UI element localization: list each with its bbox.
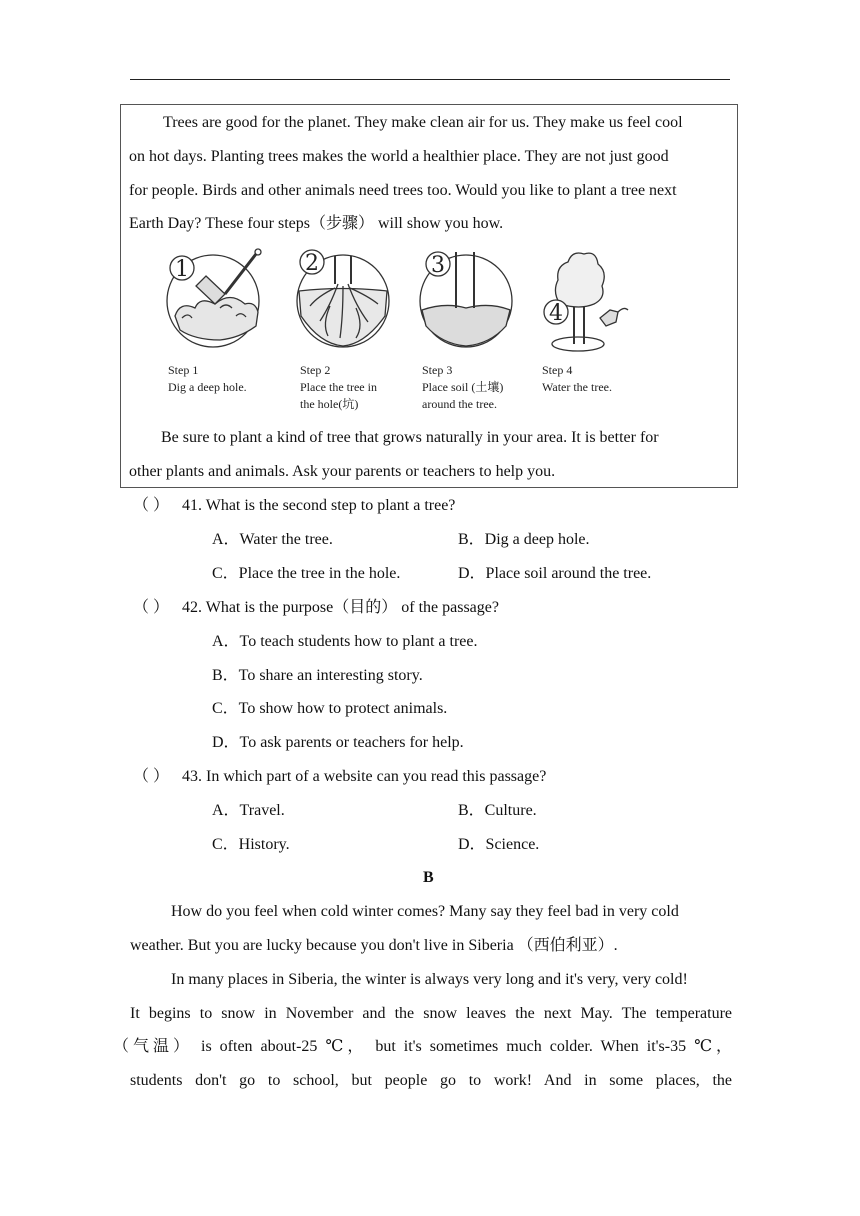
passage-a-line-2: on hot days. Planting trees makes the world a healthier place. They are not just good [129,148,669,165]
section-b-heading: B [423,869,434,886]
q43-option-c[interactable]: C．History. [212,836,290,853]
passage-a-line-3: for people. Birds and other animals need trees too. Would you like to plant a tree next [129,182,677,199]
q42-stem: 42. What is the purpose（目的） of the passage? [182,599,499,616]
section-b-p2-line-2: It begins to snow in November and the snow leaves the next May. The temperature [130,1005,732,1022]
q41-option-b[interactable]: B．Dig a deep hole. [458,531,590,548]
passage-a-p2-line-2: other plants and animals. Ask your parents or teachers to help you. [129,463,556,480]
step-3-caption: Step 3 Place soil (土壤) around the tree. [422,363,504,411]
section-b-p1-line-1: How do you feel when cold winter comes? Many say they feel bad in very cold [171,903,679,920]
passage-a-line-1: Trees are good for the planet. They make clean air for us. They make us feel cool [163,114,683,131]
step-4-number: 4 [549,301,563,326]
q43-answer-bracket[interactable]: （ ） [133,768,170,785]
q43-option-d[interactable]: D．Science. [458,836,540,853]
step-2-caption: Step 2 Place the tree in the hole(坑) [300,363,377,411]
q42-option-d[interactable]: D．To ask parents or teachers for help. [212,734,464,751]
step-3-number: 3 [431,253,445,278]
q41-option-c[interactable]: C．Place the tree in the hole. [212,565,401,582]
step-1-caption: Step 1 Dig a deep hole. [168,363,247,394]
step-4-caption: Step 4 Water the tree. [542,363,612,394]
q43-option-a[interactable]: A．Travel. [212,802,285,819]
q42-option-b[interactable]: B．To share an interesting story. [212,667,423,684]
q43-option-b[interactable]: B．Culture. [458,802,537,819]
q41-option-d[interactable]: D．Place soil around the tree. [458,565,652,582]
passage-a-p2-line-1: Be sure to plant a kind of tree that grows naturally in your area. It is better for [161,429,659,446]
step-2-number: 2 [305,251,319,276]
section-b-p1-line-2: weather. But you are lucky because you don't live in Siberia （西伯利亚）. [130,937,618,954]
step-1-number: 1 [175,257,189,282]
q42-option-c[interactable]: C．To show how to protect animals. [212,700,448,717]
header-rule [130,79,730,80]
q41-stem: 41. What is the second step to plant a tree? [182,497,456,514]
section-b-p2-line-1: In many places in Siberia, the winter is always very long and it's very, very cold! [171,971,688,988]
q42-option-a[interactable]: A．To teach students how to plant a tree. [212,633,478,650]
q41-answer-bracket[interactable]: （ ） [133,497,170,514]
q43-stem: 43. In which part of a website can you read this passage? [182,768,547,785]
q42-answer-bracket[interactable]: （ ） [133,599,170,616]
section-b-p2-line-4: students don't go to school, but people go to work! And in some places, the [130,1072,732,1089]
q41-option-a[interactable]: A．Water the tree. [212,531,333,548]
section-b-p2-line-3: （气温） is often about-25 ℃， but it's sometimes much colder. When it's-35 ℃， [113,1038,732,1055]
passage-a-line-4: Earth Day? These four steps（步骤） will show you how. [129,215,504,232]
